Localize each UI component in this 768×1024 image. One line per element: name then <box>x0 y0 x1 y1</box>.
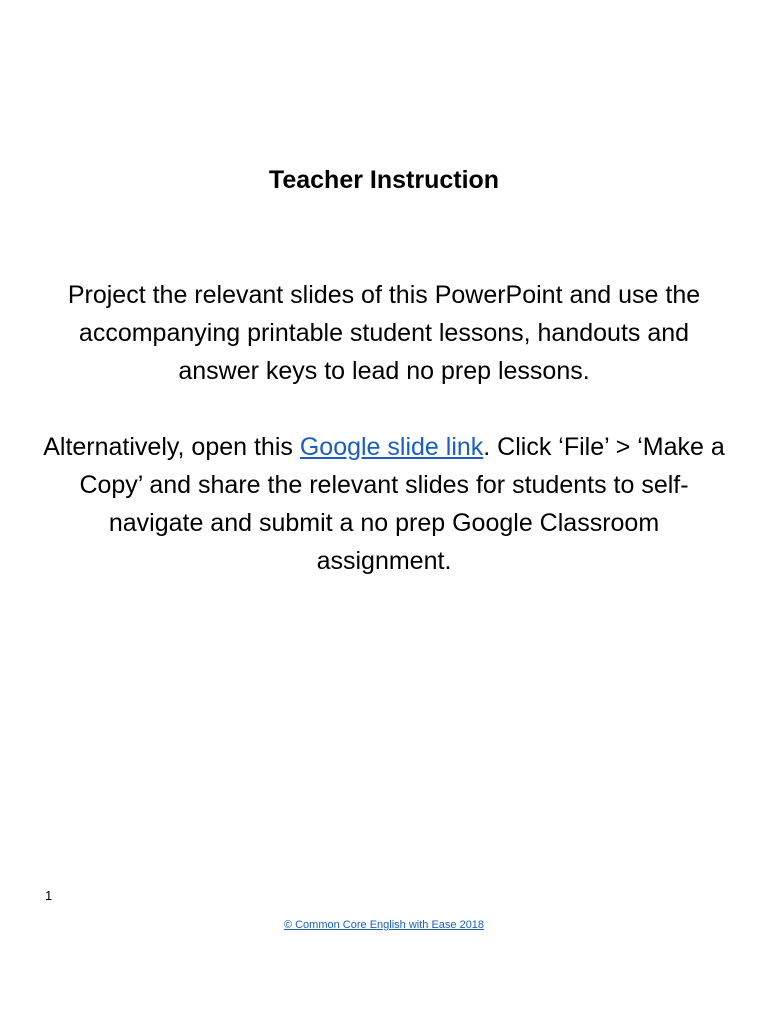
footer <box>0 918 768 932</box>
page-number: 1 <box>45 888 53 903</box>
paragraph-2-intro: Alternatively, open this <box>43 433 300 461</box>
paragraph-2-rest: . Click ‘File’ > ‘Make a Copy’ and share the relevant slides for students to self-navigate and submit a no prep Google Classroom assignment. <box>79 433 725 575</box>
google-slide-link[interactable]: Google slide link <box>299 433 484 461</box>
page-title: Teacher Instruction <box>268 166 500 194</box>
instruction-paragraph-1: Project the relevant slides of this PowerPoint and use the accompanying printable student lessons, handouts and answer keys to lead no prep lessons. <box>67 281 701 385</box>
copyright-link[interactable]: © Common Core English with Ease 2018 <box>283 919 485 931</box>
instruction-paragraph-2 <box>40 428 728 580</box>
